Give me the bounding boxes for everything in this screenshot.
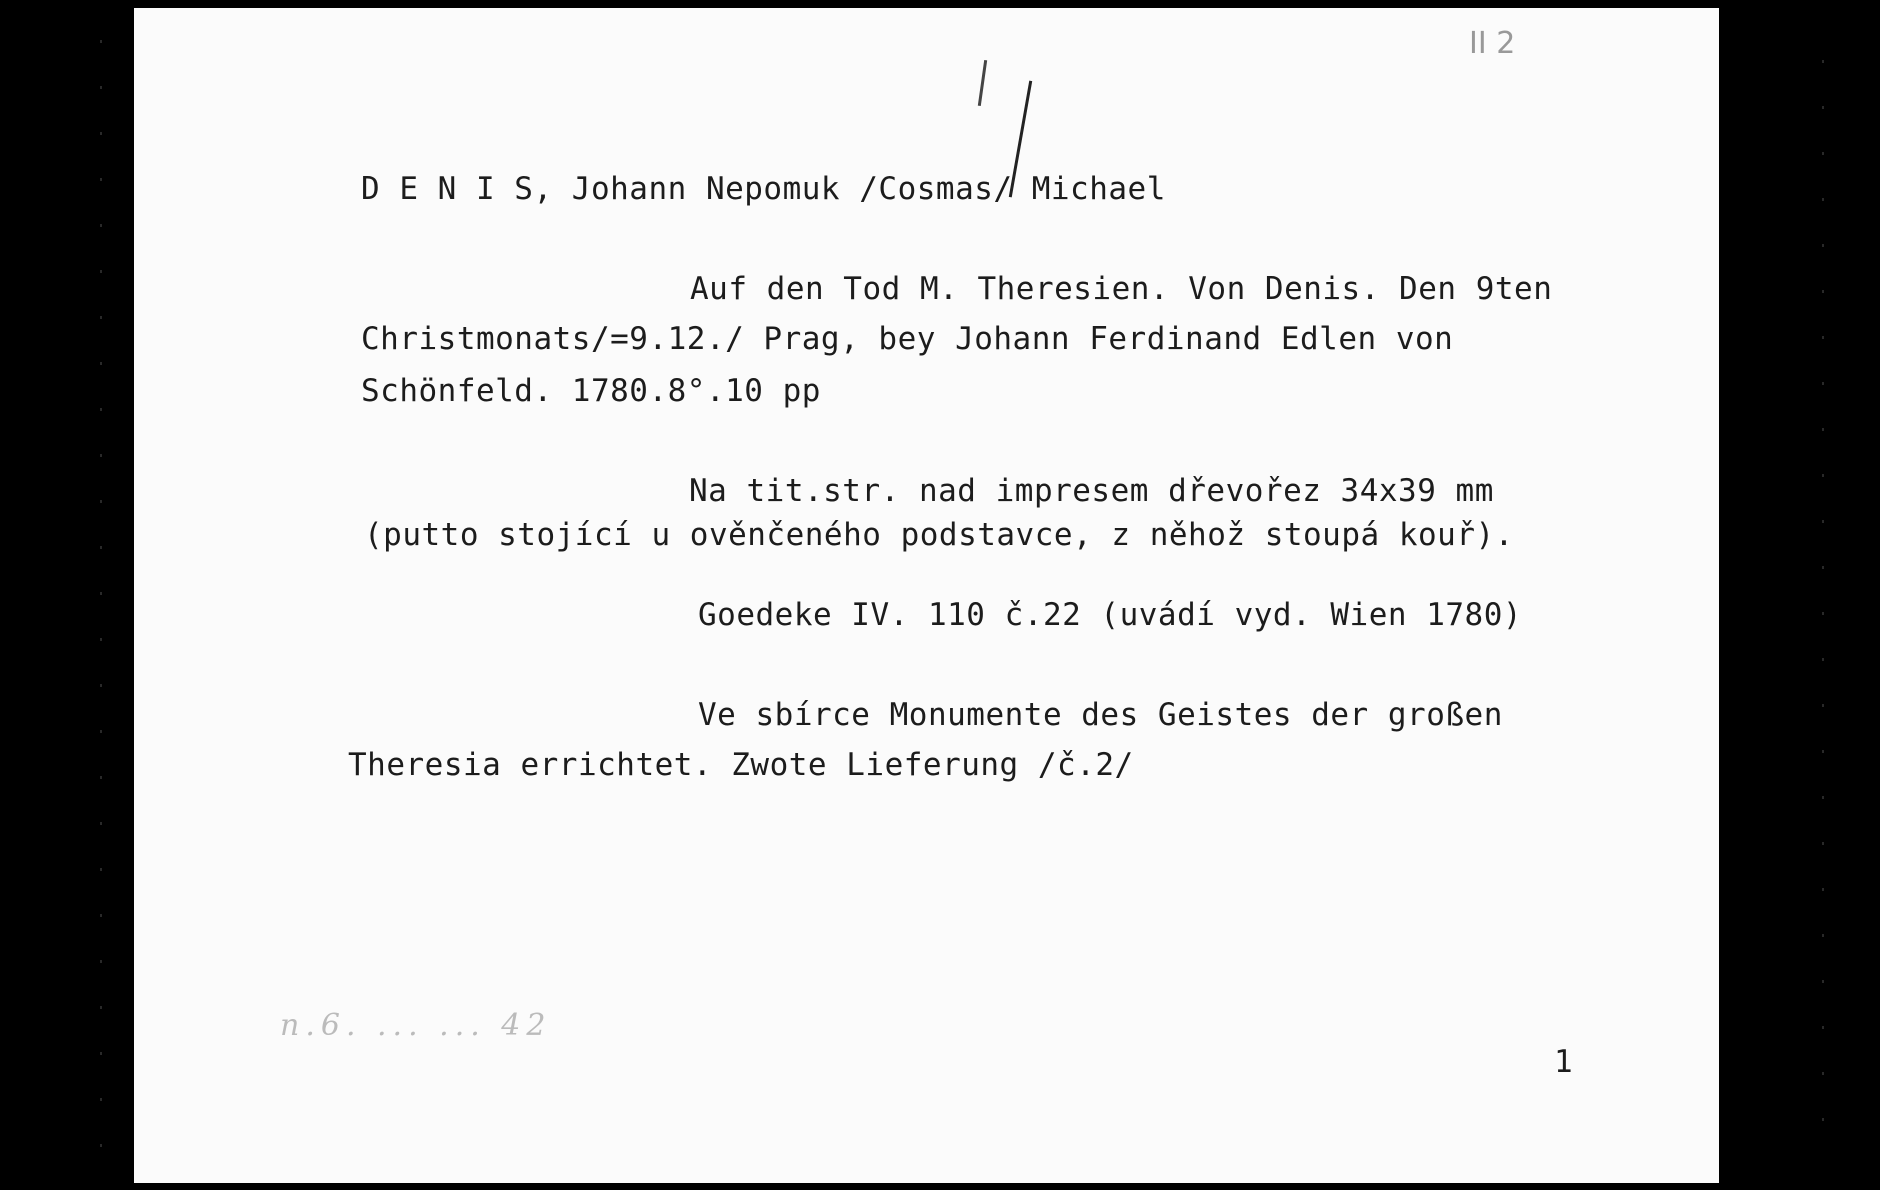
card-heading: D E N I S, Johann Nepomuk /Cosmas/ Michael	[361, 171, 1166, 207]
entry-line: Auf den Tod M. Theresien. Von Denis. Den 9ten	[690, 271, 1553, 307]
reference-line: Goedeke IV. 110 č.22 (uvádí vyd. Wien 1780)	[698, 597, 1523, 633]
collection-line: Theresia errichtet. Zwote Lieferung /č.2/	[348, 747, 1134, 783]
collection-line: Ve sbírce Monumente des Geistes der großen	[698, 697, 1503, 733]
catalog-card	[134, 8, 1719, 1183]
entry-line: Christmonats/=9.12./ Prag, bey Johann Ferdinand Edlen von	[361, 321, 1454, 357]
corner-mark: II 2	[1469, 26, 1516, 61]
entry-line: Schönfeld. 1780.8°.10 pp	[361, 373, 821, 409]
pencil-stroke	[978, 60, 987, 106]
left-edge-marks	[100, 40, 102, 1160]
right-edge-marks	[1822, 60, 1824, 1160]
pencil-annotation: n.6. ... ... 42	[280, 1008, 552, 1043]
note-line: (putto stojící u ověnčeného podstavce, z něhož stoupá kouř).	[364, 517, 1514, 553]
note-line: Na tit.str. nad impresem dřevořez 34x39 mm	[689, 473, 1494, 509]
card-number: 1	[1554, 1044, 1573, 1080]
